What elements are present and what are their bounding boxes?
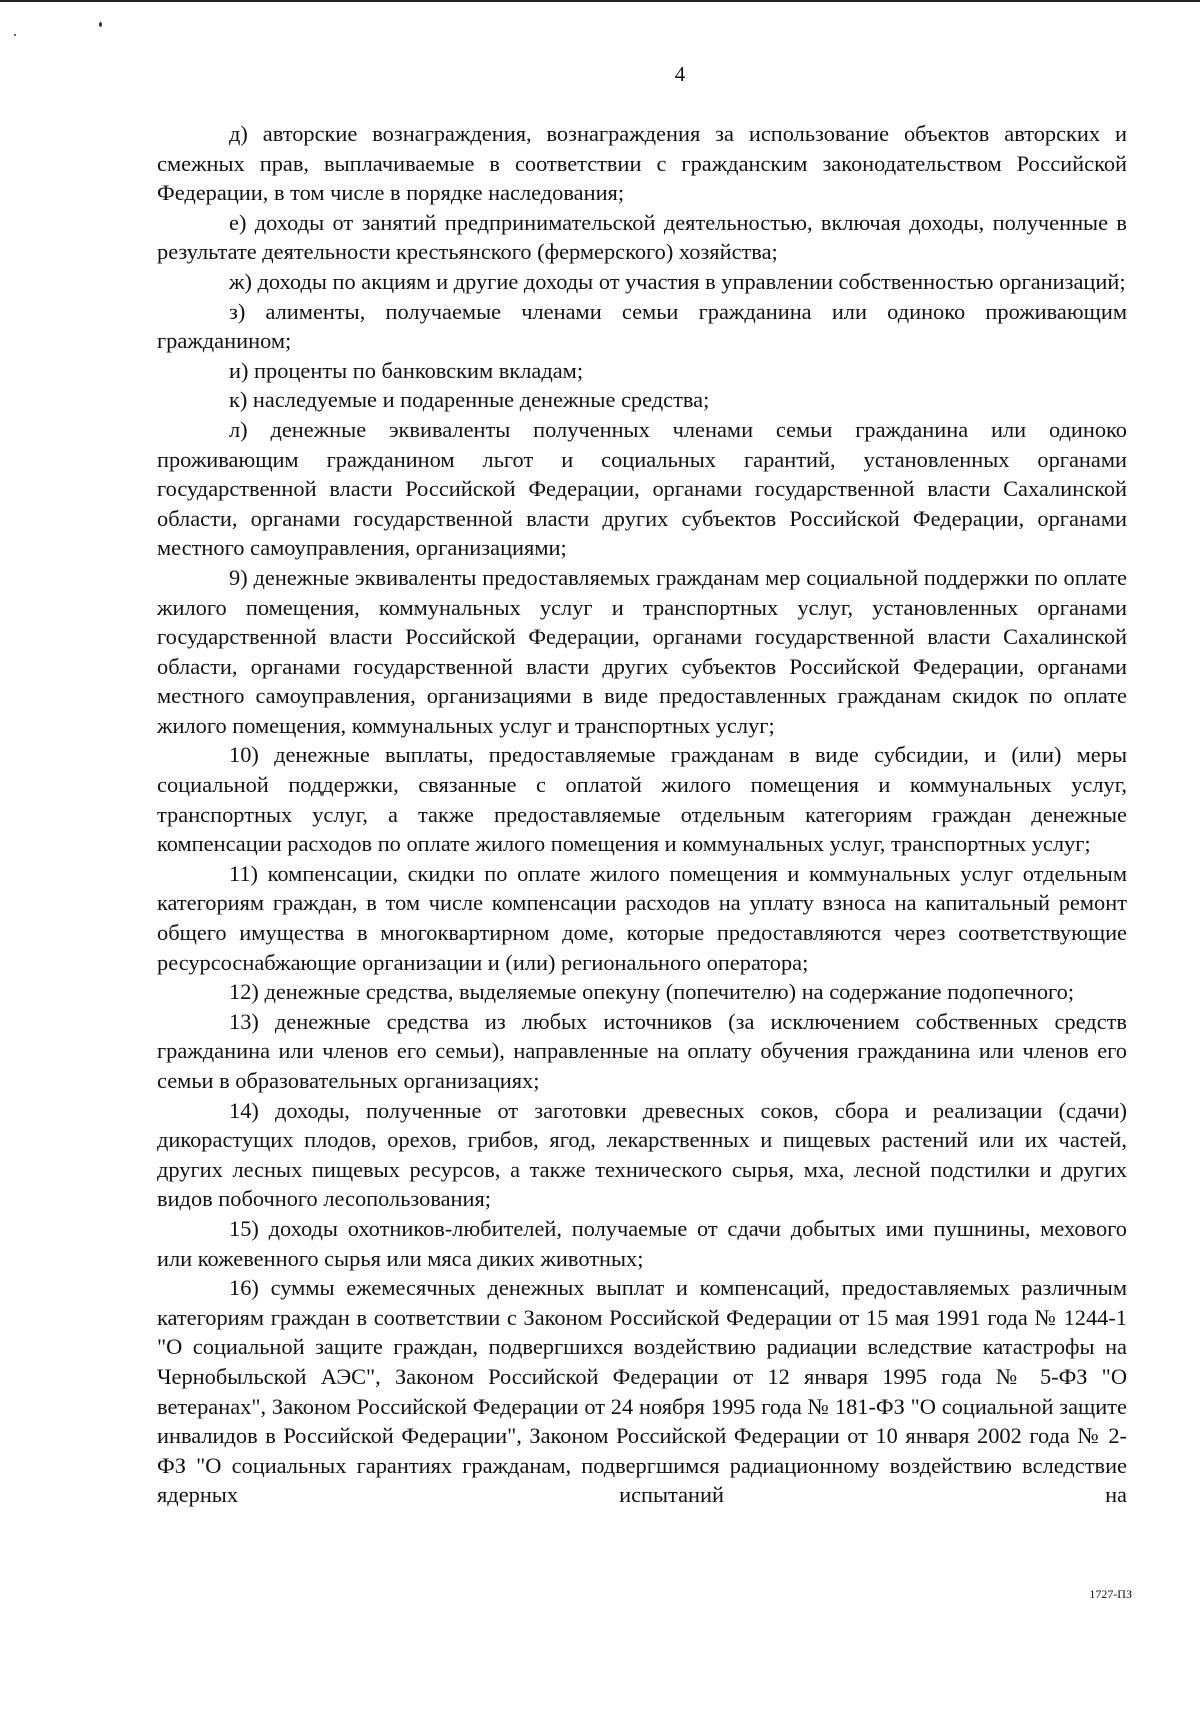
- paragraph: к) наследуемые и подаренные денежные средства;: [229, 387, 710, 413]
- paragraph: 11) компенсации, скидки по оплате жилого помещения и коммунальных услуг отдельным категориям граждан, в том числе компенсации расходов на уплату взноса на капитальный ремонт общего имущества в многоквартирном доме, которые предоставляются через соответствующие ресурсоснабжающие организации и (или) регионального оператора;: [157, 860, 1127, 975]
- scan-speck: [99, 22, 102, 27]
- paragraph: 15) доходы охотников-любителей, получаемые от сдачи добытых ими пушнины, мехового или кожевенного сырья или мяса диких животных;: [157, 1215, 1127, 1271]
- paragraph: и) проценты по банковским вкладам;: [229, 357, 584, 383]
- paragraph: 14) доходы, полученные от заготовки древесных соков, сбора и реализации (сдачи) дикорастущих плодов, орехов, грибов, ягод, лекарственных и пищевых растений или их частей, других лесных пищевых ресурсов, а также технического сырья, мха, лесной подстилки и других видов побочного лесопользования;: [157, 1097, 1127, 1212]
- scan-speck: [14, 34, 16, 36]
- document-code: 1727-ПЗ: [1089, 1587, 1132, 1601]
- paragraph: ж) доходы по акциям и другие доходы от участия в управлении собственностью организаций;: [229, 268, 1126, 294]
- document-body: [157, 119, 1127, 1510]
- scan-top-border: [0, 0, 1200, 2]
- paragraph: 9) денежные эквиваленты предоставляемых гражданам мер социальной поддержки по оплате жилого помещения, коммунальных услуг и транспортных услуг, установленных органами государственной власти Российской Федерации, органами государственной власти Сахалинской области, органами государственной власти других субъектов Российской Федерации, органами местного самоуправления, организациями в виде предоставленных гражданам скидок по оплате жилого помещения, коммунальных услуг и транспортных услуг;: [157, 564, 1127, 738]
- paragraph: 16) суммы ежемесячных денежных выплат и компенсаций, предоставляемых различным категориям граждан в соответствии с Законом Российской Федерации от 15 мая 1991 года № 1244-1 "О социальной защите граждан, подвергшихся воздействию радиации вследствие катастрофы на Чернобыльской АЭС", Законом Российской Федерации от 12 января 1995 года № 5-ФЗ "О ветеранах", Законом Российской Федерации от 24 ноября 1995 года № 181-ФЗ "О социальной защите инвалидов в Российской Федерации", Законом Российской Федерации от 10 января 2002 года № 2-ФЗ "О социальных гарантиях гражданам, подвергшимся радиационному воздействию вследствие ядерных испытаний на: [157, 1275, 1127, 1508]
- paragraph: л) денежные эквиваленты полученных членами семьи гражданина или одиноко проживающим гражданином льгот и социальных гарантий, установленных органами государственной власти Российской Федерации, органами государственной власти Сахалинской области, органами государственной власти других субъектов Российской Федерации, органами местного самоуправления, организациями;: [157, 416, 1127, 561]
- paragraph: 13) денежные средства из любых источников (за исключением собственных средств гражданина или членов его семьи), направленные на оплату обучения гражданина или членов его семьи в образовательных организациях;: [157, 1008, 1127, 1093]
- paragraph: 12) денежные средства, выделяемые опекуну (попечителю) на содержание подопечного;: [229, 979, 1075, 1005]
- paragraph: з) алименты, получаемые членами семьи гражданина или одиноко проживающим гражданином;: [157, 298, 1127, 354]
- paragraph: 10) денежные выплаты, предоставляемые гражданам в виде субсидии, и (или) меры социальной поддержки, связанные с оплатой жилого помещения и коммунальных услуг, транспортных услуг, а также предоставляемые отдельным категориям граждан денежные компенсации расходов по оплате жилого помещения и коммунальных услуг, транспортных услуг;: [157, 742, 1127, 857]
- paragraph: д) авторские вознаграждения, вознаграждения за использование объектов авторских и смежных прав, выплачиваемые в соответствии с гражданским законодательством Российской Федерации, в том числе в порядке наследования;: [157, 121, 1127, 206]
- page-number: 4: [674, 62, 686, 86]
- paragraph: е) доходы от занятий предпринимательской деятельностью, включая доходы, полученные в результате деятельности крестьянского (фермерского) хозяйства;: [157, 209, 1127, 265]
